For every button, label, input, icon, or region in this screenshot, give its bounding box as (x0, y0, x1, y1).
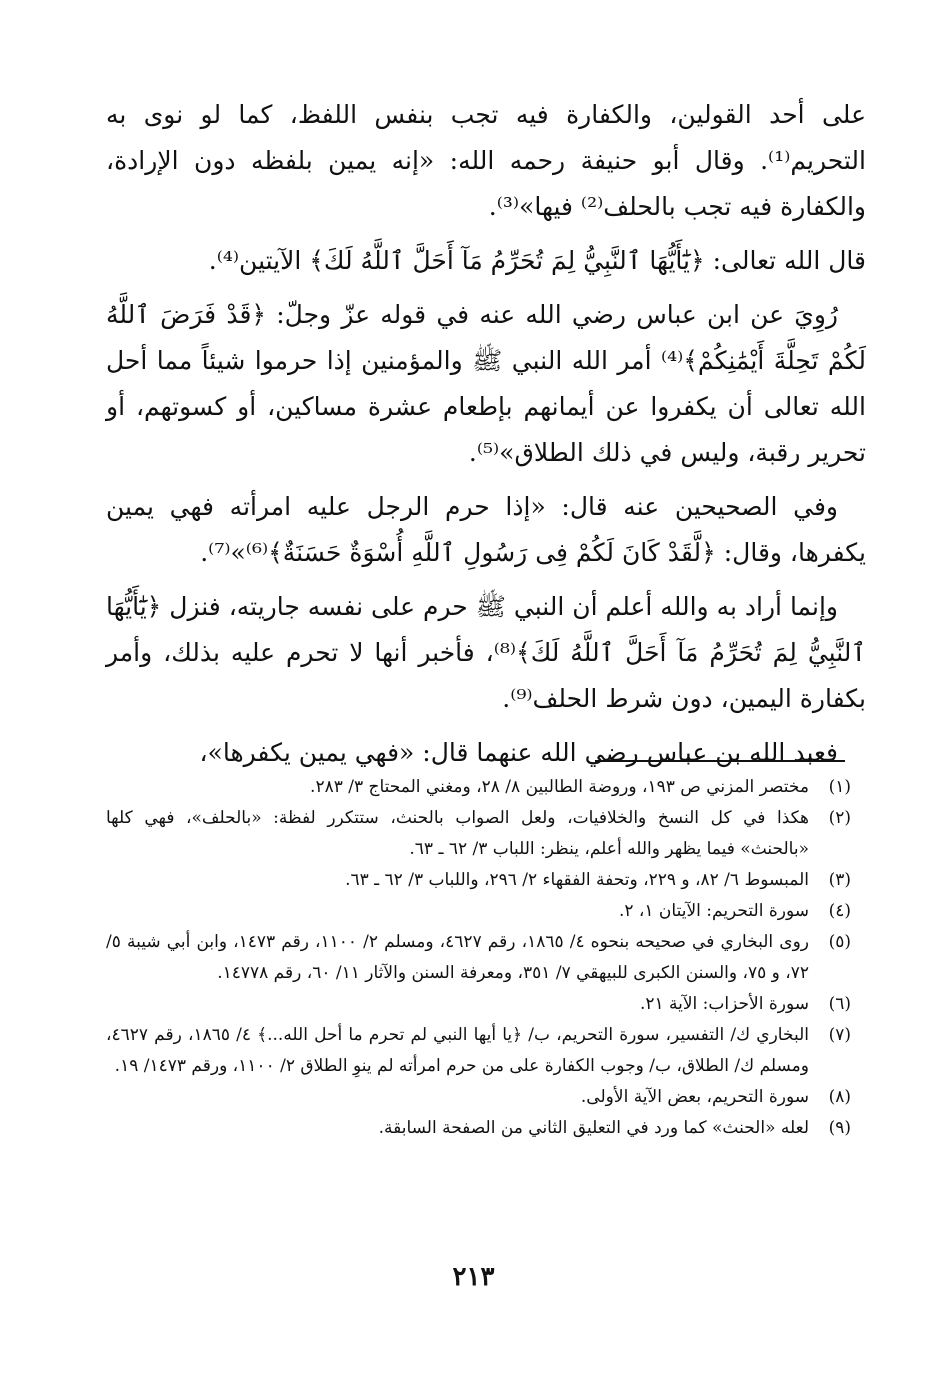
footnote-2 (106, 803, 851, 865)
footnote-text: سورة التحريم: الآيتان ١، ٢. (618, 901, 809, 921)
footnote-number: (٣) (828, 870, 851, 890)
paragraph-4: وفي الصحيحين عنه قال: «إذا حرم الرجل عليه امرأته فهي يمين يكفرها، وقال: ﴿لَّقَدْ كَانَ لَكُمْ فِى رَسُولِ ٱللَّهِ أُسْوَةٌ حَسَنَةٌ﴾⁽⁶⁾»⁽⁷⁾. (106, 492, 866, 567)
paragraph-1: على أحد القولين، والكفارة فيه تجب بنفس اللفظ، كما لو نوى به التحريم⁽¹⁾. وقال أبو حنيفة رحمه الله: «إنه يمين بلفظه دون الإرادة، والكفارة فيه تجب بالحلف⁽²⁾ فيها»⁽³⁾. (106, 100, 866, 221)
footnote-text: سورة الأحزاب: الآية ٢١. (639, 994, 809, 1014)
footnote-number: (٤) (828, 901, 851, 921)
footnote-number: (١) (828, 777, 851, 797)
footnote-number: (٦) (828, 994, 851, 1014)
footnote-text: لعله «الحنث» كما ورد في التعليق الثاني من الصفحة السابقة. (378, 1118, 809, 1138)
footnote-separator (595, 760, 845, 762)
footnote-3 (106, 865, 851, 896)
footnote-6 (106, 989, 851, 1020)
paragraph-6: فعبد الله بن عباس رضي الله عنهما قال: «فهي يمين يكفرها»، (199, 738, 838, 767)
footnotes (106, 772, 851, 1144)
footnote-1 (106, 772, 851, 803)
footnote-4 (106, 896, 851, 927)
footnote-5 (106, 927, 851, 989)
footnote-number: (٥) (828, 932, 851, 952)
paragraph-5: وإنما أراد به والله أعلم أن النبي ﷺ حرم على نفسه جاريته، فنزل ﴿يَٰٓأَيُّهَا ٱلنَّبِيُّ لِمَ تُحَرِّمُ مَآ أَحَلَّ ٱللَّهُ لَكَ﴾⁽⁸⁾، فأخبر أنها لا تحرم عليه بذلك، وأمر بكفارة اليمين، دون شرط الحلف⁽⁹⁾. (106, 592, 867, 713)
footnote-9 (106, 1113, 851, 1144)
footnote-text: روى البخاري في صحيحه بنحوه ٤/ ١٨٦٥، رقم ٤٦٢٧، ومسلم ٢/ ١١٠٠، رقم ١٤٧٣، وابن أبي شيبة ٥/ ٧٢، و ٧٥، والسنن الكبرى للبيهقي ٧/ ٣٥١، ومعرفة السنن والآثار ١١/ ٦٠، رقم ١٤٧٧٨. (106, 932, 809, 983)
footnote-number: (٢) (828, 808, 851, 828)
footnote-text: سورة التحريم، بعض الآية الأولى. (580, 1087, 809, 1107)
footnote-8 (106, 1082, 851, 1113)
main-text (106, 92, 866, 784)
footnote-7 (106, 1020, 851, 1082)
footnote-text: مختصر المزني ص ١٩٣، وروضة الطالبين ٨/ ٢٨، ومغني المحتاج ٣/ ٢٨٣. (310, 777, 809, 797)
footnote-text: البخاري ك/ التفسير، سورة التحريم، ب/ ﴿يا أيها النبي لم تحرم ما أحل الله...﴾ ٤/ ١٨٦٥، رقم ٤٦٢٧، ومسلم ك/ الطلاق، ب/ وجوب الكفارة على من حرم امرأته لم ينوِ الطلاق ٢/ ١١٠٠، ورقم ١٤٧٣/ ١٩. (106, 1025, 809, 1076)
footnote-number: (٨) (828, 1087, 851, 1107)
footnote-number: (٧) (828, 1025, 851, 1045)
footnote-text: هكذا في كل النسخ والخلافيات، ولعل الصواب بالحنث، ستتكرر لفظة: «بالحلف»، فهي كلها «بالحنث» فيما يظهر والله أعلم، ينظر: اللباب ٣/ ٦٢ ـ ٦٣. (106, 808, 809, 859)
footnote-text: المبسوط ٦/ ٨٢، و ٢٢٩، وتحفة الفقهاء ٢/ ٢٩٦، واللباب ٣/ ٦٢ ـ ٦٣. (345, 870, 809, 890)
footnote-number: (٩) (828, 1118, 851, 1138)
page-number: ٢١٣ (452, 1262, 495, 1292)
paragraph-2: قال الله تعالى: ﴿يَٰٓأَيُّهَا ٱلنَّبِيُّ لِمَ تُحَرِّمُ مَآ أَحَلَّ ٱللَّهُ لَكَ﴾ الآيتين⁽⁴⁾. (208, 246, 866, 275)
paragraph-3: رُوِيَ عن ابن عباس رضي الله عنه في قوله عزّ وجلّ: ﴿قَدْ فَرَضَ ٱللَّهُ لَكُمْ تَحِلَّةَ أَيْمَٰنِكُمْ﴾⁽⁴⁾ أمر الله النبي ﷺ والمؤمنين إذا حرموا شيئاً مما أحل الله تعالى أن يكفروا عن أيمانهم بإطعام عشرة مساكين، أو كسوتهم، أو تحرير رقبة، وليس في ذلك الطلاق»⁽⁵⁾. (106, 300, 866, 467)
